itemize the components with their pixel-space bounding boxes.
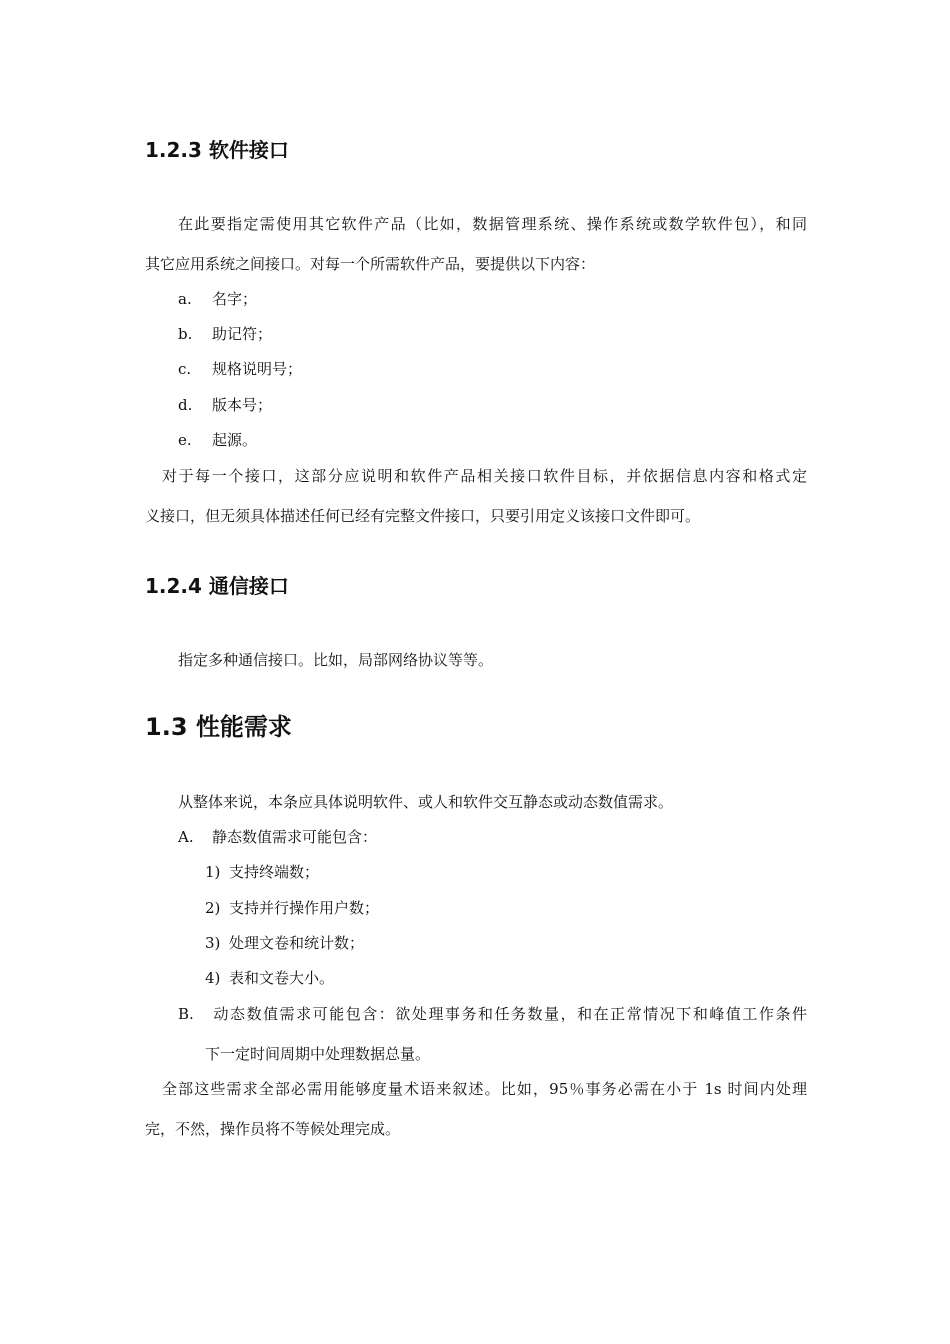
list-item-text: 助记符； <box>212 325 273 343</box>
list-item <box>178 324 272 344</box>
paragraph-line: 指定多种通信接口。比如，局部网络协议等等。 <box>178 651 494 669</box>
list-marker: c. <box>178 360 192 378</box>
list-item <box>178 430 257 450</box>
list-item-text: 表和文卷大小。 <box>229 969 335 987</box>
paragraph-line: 其它应用系统之间接口。对每一个所需软件产品，要提供以下内容： <box>145 255 596 273</box>
list-item-text: 名字； <box>212 290 258 308</box>
heading-software-interface: 1.2.3 软件接口 <box>145 138 289 162</box>
paragraph-line: 在此要指定需使用其它软件产品（比如，数据管理系统、操作系统或数学软件包），和同 <box>178 215 807 233</box>
list-item <box>178 289 257 309</box>
list-marker: B. <box>178 1005 194 1023</box>
list-item-text: 规格说明号； <box>212 360 303 378</box>
list-item <box>178 359 302 379</box>
list-marker: 1) <box>205 863 221 881</box>
paragraph-line: 全部这些需求全部必需用能够度量术语来叙述。比如，95％事务必需在小于 1s 时间内处理 <box>162 1080 807 1098</box>
list-item <box>178 395 272 415</box>
paragraph-line: 从整体来说，本条应具体说明软件、或人和软件交互静态或动态数值需求。 <box>178 793 674 811</box>
paragraph-line: 下一定时间周期中处理数据总量。 <box>205 1045 431 1063</box>
paragraph-line: 对于每一个接口，这部分应说明和软件产品相关接口软件目标，并依据信息内容和格式定 <box>162 467 807 485</box>
list-item-text: 动态数值需求可能包含：欲处理事务和任务数量，和在正常情况下和峰值工作条件 <box>212 1005 807 1023</box>
list-item-text: 支持并行操作用户数； <box>229 899 380 917</box>
list-item-text: 起源。 <box>212 431 258 449</box>
list-item-text: 支持终端数； <box>229 863 320 881</box>
list-marker: d. <box>178 396 193 414</box>
sub-list-item <box>205 862 319 882</box>
heading-performance-requirements: 1.3 性能需求 <box>145 713 292 741</box>
list-marker: 3) <box>205 934 221 952</box>
list-item <box>178 827 377 847</box>
list-marker: a. <box>178 290 192 308</box>
sub-list-item <box>205 968 334 988</box>
sub-list-item <box>205 898 379 918</box>
list-marker: b. <box>178 325 193 343</box>
list-marker: e. <box>178 431 192 449</box>
list-item-text: 静态数值需求可能包含： <box>212 828 378 846</box>
heading-communication-interface: 1.2.4 通信接口 <box>145 574 289 598</box>
sub-list-item <box>205 933 364 953</box>
paragraph-line: 完，不然，操作员将不等候处理完成。 <box>145 1120 401 1138</box>
list-item-text: 版本号； <box>212 396 273 414</box>
list-item-text: 处理文卷和统计数； <box>229 934 365 952</box>
list-item <box>178 1004 807 1024</box>
list-marker: 4) <box>205 969 221 987</box>
list-marker: A. <box>178 828 194 846</box>
list-marker: 2) <box>205 899 221 917</box>
paragraph-line: 义接口，但无须具体描述任何已经有完整文件接口，只要引用定义该接口文件即可。 <box>145 507 701 525</box>
